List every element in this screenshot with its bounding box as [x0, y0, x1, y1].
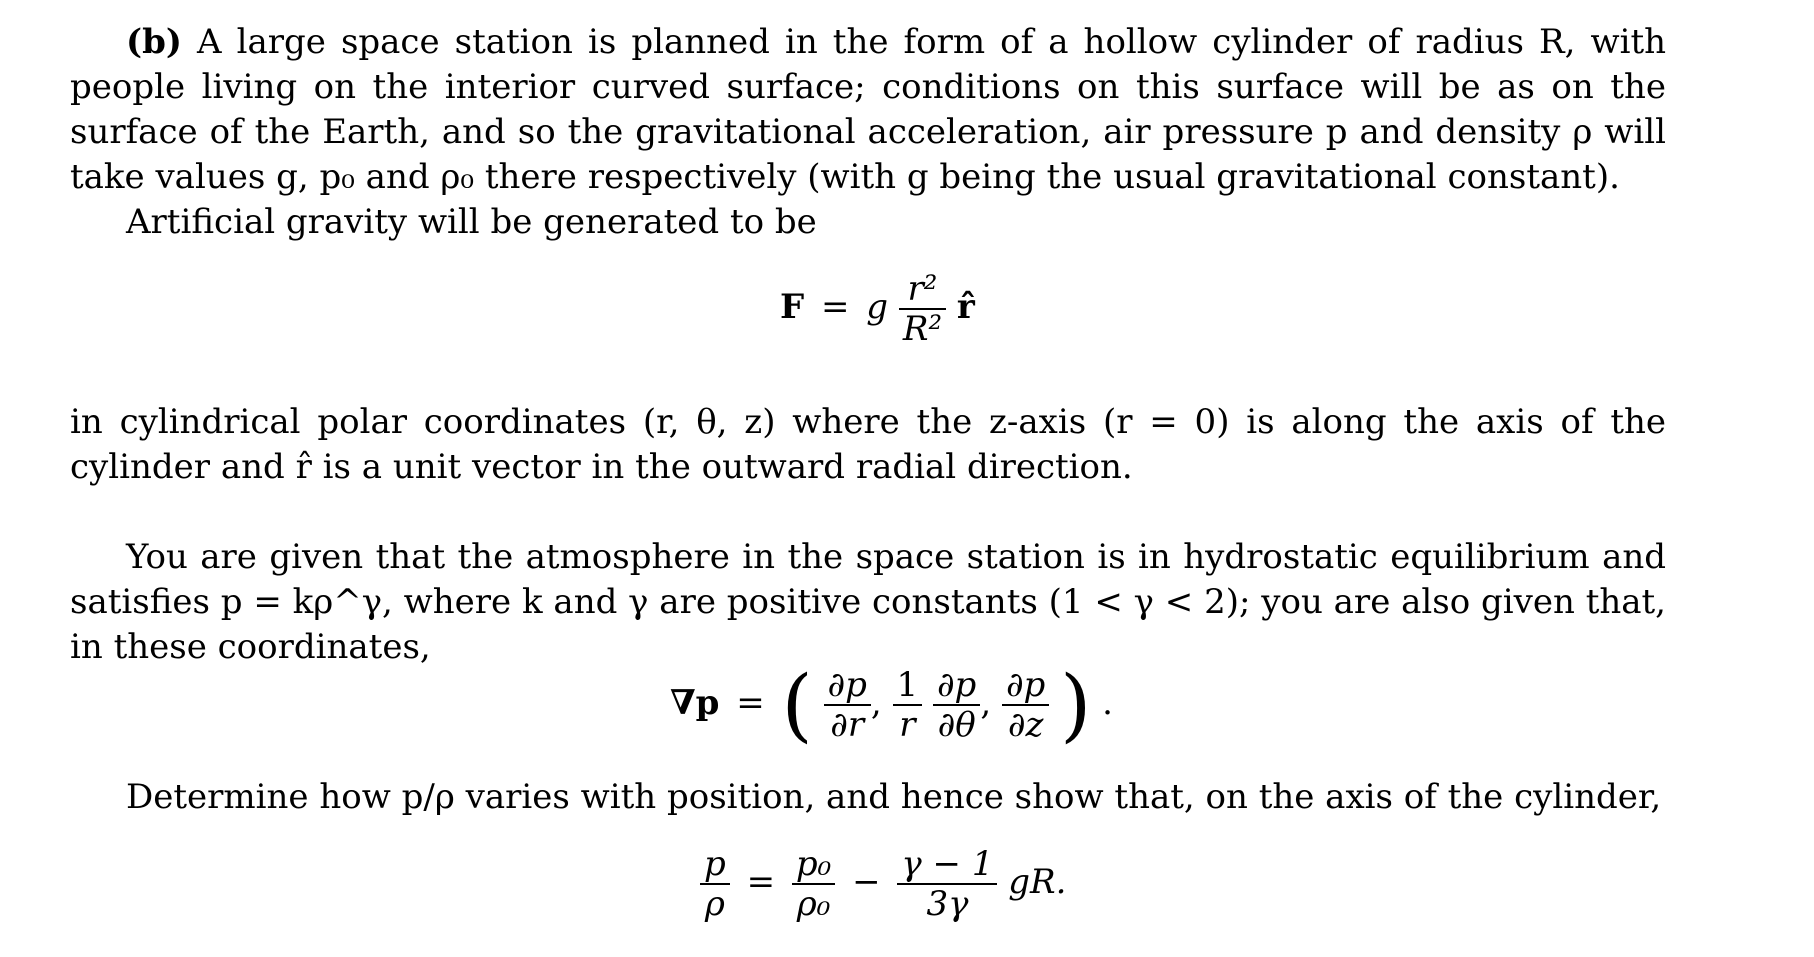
gR-term: gR. [1008, 862, 1067, 902]
paragraph-determine: Determine how p/ρ varies with position, and hence show that, on the axis of the cylinder, [126, 777, 1662, 817]
open-paren: ( [781, 658, 813, 751]
equation-gradient [670, 658, 1113, 751]
fraction-r2-over-R2 [899, 270, 946, 348]
gradient-lhs: ∇p [670, 683, 720, 723]
fraction-one-over-r [893, 666, 923, 744]
denominator: ρ₀ [796, 884, 831, 924]
fraction-dp-dtheta [933, 666, 980, 744]
denominator: R² [902, 309, 943, 349]
denominator: ∂θ [937, 705, 976, 745]
fraction-gamma [897, 845, 997, 923]
fraction-dp-dr [824, 666, 871, 744]
denominator: ∂r [830, 705, 865, 745]
force-symbol: F [780, 287, 805, 327]
equals-sign: = [746, 862, 776, 902]
numerator: 1 [893, 666, 923, 706]
equation-force [780, 270, 975, 348]
unit-vector-r: r̂ [956, 287, 975, 327]
numerator: ∂p [1002, 666, 1049, 706]
minus-sign: − [852, 862, 881, 902]
numerator: ∂p [933, 666, 980, 706]
denominator: ρ [704, 884, 725, 924]
comma: , [870, 683, 882, 723]
denominator: ∂z [1007, 705, 1044, 745]
part-label: (b) [126, 22, 182, 62]
numerator: r² [899, 270, 946, 310]
paragraph-intro [70, 20, 1666, 200]
comma: , [980, 683, 992, 723]
paragraph-hydrostatic: You are given that the atmosphere in the space station is in hydrostatic equilibrium and satisfies p = kρ^γ, where k and γ are positive constants (1 < γ < 2); you are also given that, in these coordinates, [70, 537, 1666, 667]
paragraph-coordinates: in cylindrical polar coordinates (r, θ, z) where the z-axis (r = 0) is along the axis of the cylinder and r̂ is a unit vector in the outward radial direction. [70, 402, 1666, 487]
g-symbol: g [866, 287, 889, 327]
fraction-p0-over-rho0 [792, 845, 835, 923]
numerator: p₀ [792, 845, 835, 885]
denominator: r [899, 705, 916, 745]
equals-sign: = [736, 683, 765, 723]
numerator: ∂p [824, 666, 871, 706]
period: . [1102, 683, 1113, 723]
equals-sign: = [820, 287, 850, 327]
fraction-dp-dz [1002, 666, 1049, 744]
denominator: 3γ [926, 884, 969, 924]
close-paren: ) [1060, 658, 1092, 751]
numerator: γ − 1 [897, 845, 997, 885]
paragraph-intro-text: A large space station is planned in the form of a hollow cylinder of radius R, with people living on the interior curved surface; conditions on this surface will be as on the surface of the Earth, and so the gravitational acceleration, air pressure p and density ρ will take values g, p₀ and ρ₀ there respectively (with g being the usual gravitational constant). [70, 22, 1667, 197]
equation-result [700, 845, 1066, 923]
fraction-p-over-rho [700, 845, 730, 923]
paragraph-artificial-gravity: Artificial gravity will be generated to be [126, 202, 817, 242]
numerator: p [700, 845, 730, 885]
